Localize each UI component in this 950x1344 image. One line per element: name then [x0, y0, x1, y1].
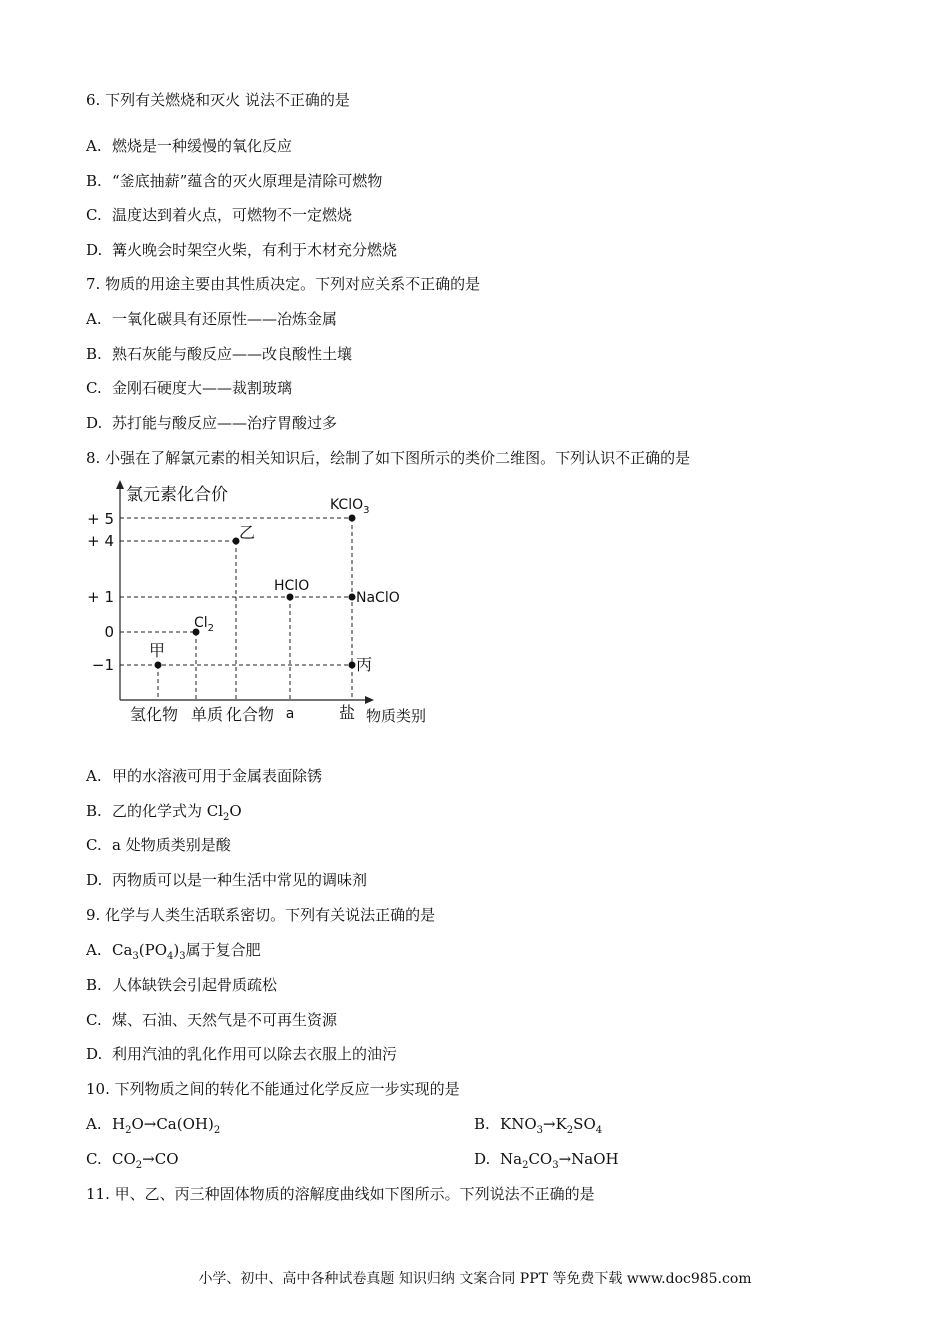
option-label: D. — [86, 414, 103, 432]
formula-part: →CO — [142, 1150, 179, 1168]
option-label: B. — [86, 976, 102, 994]
label-yi: 乙 — [239, 523, 256, 542]
q9-option-c — [86, 1010, 337, 1030]
option-label: A. — [86, 1115, 102, 1133]
option-label: D. — [86, 1045, 103, 1063]
formula-subscript: 3 — [179, 951, 186, 962]
x-axis-arrow — [365, 696, 374, 704]
q7-option-a — [86, 309, 337, 329]
x-cat-salt: 盐 — [338, 703, 356, 722]
y-tick-plus1: + 1 — [87, 588, 114, 606]
option-label: C. — [86, 1150, 102, 1168]
label-hclo: HClO — [274, 578, 310, 594]
option-text: 燃烧是一种缓慢的氧化反应 — [112, 137, 293, 155]
q10-option-c — [86, 1149, 179, 1176]
q10-option-b — [474, 1114, 602, 1141]
q9-option-b — [86, 975, 277, 995]
formula-subscript: 2 — [522, 1160, 529, 1171]
option-text: 人体缺铁会引起骨质疏松 — [112, 976, 278, 994]
option-text-tail: O — [229, 802, 242, 820]
label-jia: 甲 — [149, 641, 166, 660]
option-label: C. — [86, 1011, 102, 1029]
formula-subscript: 2 — [213, 1125, 221, 1136]
option-text: 丙物质可以是一种生活中常见的调味剂 — [112, 871, 368, 889]
page-footer: 小学、初中、高中各种试卷真题 知识归纳 文案合同 PPT 等免费下载 www.doc985.com — [198, 1271, 752, 1287]
point-hclo — [287, 594, 294, 601]
q9-option-d — [86, 1044, 397, 1064]
q6-option-c — [86, 205, 352, 225]
point-jia — [155, 662, 162, 669]
label-bing: 丙 — [356, 655, 373, 674]
label-kclo3-sub: 3 — [363, 505, 370, 516]
question-7-stem: 7. 物质的用途主要由其性质决定。下列对应关系不正确的是 — [86, 275, 481, 293]
option-subscript: 2 — [223, 812, 230, 823]
label-naclo: NaClO — [356, 590, 400, 606]
formula-subscript: 2 — [566, 1125, 574, 1136]
y-axis-arrow — [116, 480, 124, 489]
question-11-stem: 11. 甲、乙、丙三种固体物质的溶解度曲线如下图所示。下列说法不正确的是 — [86, 1185, 595, 1203]
q8-option-a — [86, 766, 322, 786]
x-cat-compound: 化合物 — [225, 705, 275, 724]
q6-option-a — [86, 136, 292, 156]
option-text: 金刚石硬度大——裁割玻璃 — [112, 379, 293, 397]
x-cat-hydride: 氢化物 — [129, 705, 179, 724]
formula-part: →K — [543, 1115, 567, 1133]
question-6-stem: 6. 下列有关燃烧和灭火 说法不正确的是 — [86, 91, 350, 109]
formula-part: →NaOH — [558, 1150, 619, 1168]
point-naclo — [349, 594, 356, 601]
option-label: D. — [86, 241, 103, 259]
option-text: a 处物质类别是酸 — [112, 836, 231, 854]
option-label: C. — [86, 206, 102, 224]
formula-subscript: 4 — [167, 951, 174, 962]
option-text: 一氧化碳具有还原性——冶炼金属 — [112, 310, 338, 328]
option-label: B. — [86, 172, 102, 190]
label-cl2-base: Cl — [194, 615, 208, 631]
option-label: A. — [86, 310, 102, 328]
label-cl2-sub: 2 — [207, 623, 215, 634]
formula-subscript: 3 — [552, 1160, 559, 1171]
q8-option-c — [86, 835, 231, 855]
y-tick-zero: 0 — [104, 623, 114, 641]
q7-option-c — [86, 378, 292, 398]
option-text: 熟石灰能与酸反应——改良酸性土壤 — [112, 345, 353, 363]
label-kclo3 — [330, 497, 369, 516]
formula-part: CO — [528, 1150, 553, 1168]
q10-option-d — [474, 1149, 619, 1176]
option-text: 属于复合肥 — [185, 941, 261, 959]
option-text: 篝火晚会时架空火柴，有利于木材充分燃烧 — [112, 241, 398, 259]
formula-subscript: 3 — [536, 1125, 544, 1136]
y-tick-plus5: + 5 — [87, 510, 114, 528]
q7-option-b — [86, 344, 352, 364]
x-cat-a: a — [285, 706, 295, 722]
formula-part: ) — [173, 941, 180, 959]
formula-subscript: 2 — [135, 1160, 143, 1171]
point-bing — [349, 662, 356, 669]
option-label: B. — [86, 802, 102, 820]
x-axis-title: 物质类别 — [366, 707, 427, 725]
formula-part: Ca — [112, 941, 133, 959]
y-tick-minus1: −1 — [91, 656, 114, 674]
formula-part: KNO — [500, 1115, 537, 1133]
formula-subscript: 3 — [132, 951, 139, 962]
q10-option-a — [86, 1114, 220, 1141]
option-label: D. — [86, 871, 103, 889]
option-text: “釜底抽薪”蕴含的灭火原理是清除可燃物 — [112, 172, 383, 190]
y-tick-plus4: + 4 — [87, 532, 114, 550]
option-label: A. — [86, 137, 102, 155]
option-text: 温度达到着火点，可燃物不一定燃烧 — [112, 206, 353, 224]
q8-option-b — [86, 801, 242, 828]
question-8-stem: 8. 小强在了解氯元素的相关知识后，绘制了如下图所示的类价二维图。下列认识不正确的是 — [86, 449, 691, 467]
formula-part: CO — [112, 1150, 136, 1168]
formula-subscript: 2 — [125, 1125, 132, 1136]
y-axis-title: 氯元素化合价 — [126, 485, 228, 505]
x-cat-element: 单质 — [190, 705, 224, 724]
option-label: B. — [474, 1115, 490, 1133]
option-label: B. — [86, 345, 102, 363]
option-label: C. — [86, 836, 102, 854]
point-kclo3 — [349, 515, 356, 522]
formula-part: Na — [500, 1150, 523, 1168]
formula-part: H — [112, 1115, 126, 1133]
q6-option-b — [86, 171, 382, 191]
question-9-stem: 9. 化学与人类生活联系密切。下列有关说法正确的是 — [86, 906, 436, 924]
label-kclo3-base: KClO — [330, 497, 364, 513]
formula-part: (PO — [138, 941, 168, 959]
q9-option-a — [86, 940, 261, 967]
q6-option-d — [86, 240, 397, 260]
option-label: A. — [86, 941, 102, 959]
valence-category-diagram — [86, 478, 446, 728]
q8-option-d — [86, 870, 367, 890]
option-label: D. — [474, 1150, 491, 1168]
option-text: 乙的化学式为 Cl — [112, 802, 224, 820]
option-text: 苏打能与酸反应——治疗胃酸过多 — [112, 414, 338, 432]
option-text: 甲的水溶液可用于金属表面除锈 — [112, 767, 323, 785]
option-text: 煤、石油、天然气是不可再生资源 — [112, 1011, 338, 1029]
formula-part: SO — [573, 1115, 596, 1133]
option-label: C. — [86, 379, 102, 397]
formula-part: O→Ca(OH) — [131, 1115, 214, 1133]
question-10-stem: 10. 下列物质之间的转化不能通过化学反应一步实现的是 — [86, 1080, 460, 1098]
q7-option-d — [86, 413, 337, 433]
option-label: A. — [86, 767, 102, 785]
option-text: 利用汽油的乳化作用可以除去衣服上的油污 — [112, 1045, 398, 1063]
formula-subscript: 4 — [595, 1125, 603, 1136]
